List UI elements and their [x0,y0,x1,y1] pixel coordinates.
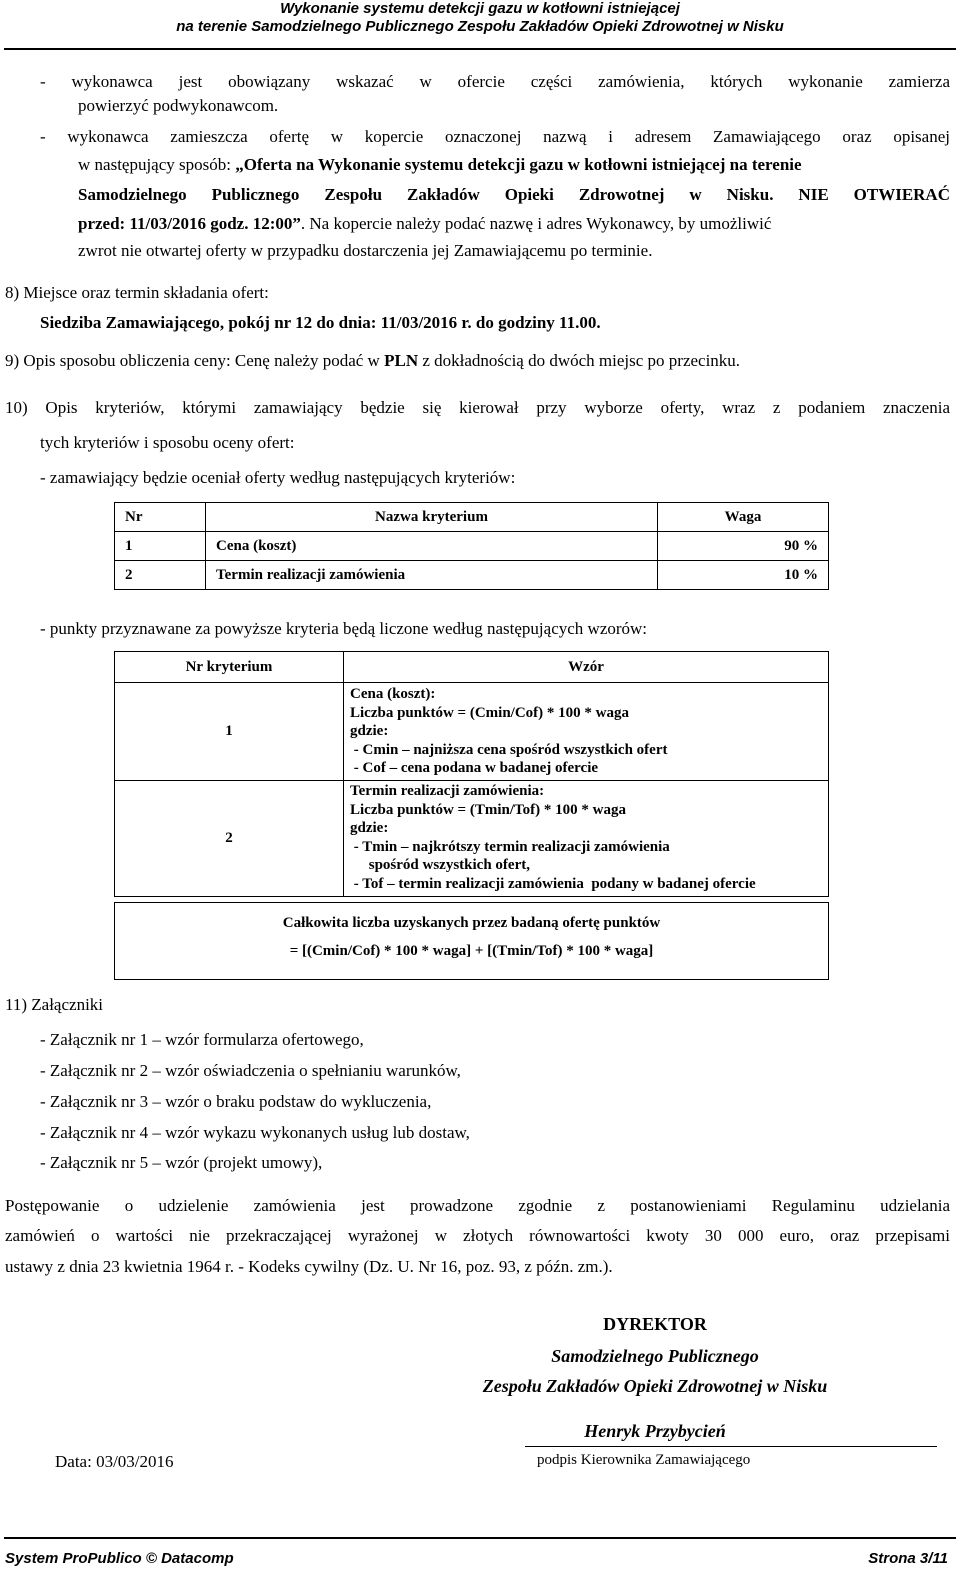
bullet-envelope-line4: przed: 11/03/2016 godz. 12:00”. Na kopercie należy podać nazwę i adres Wykonawcy, by umożliwić [78,214,772,233]
formula-header-nr: Nr kryterium [115,652,344,683]
table-row [115,780,829,896]
section-10-line2: tych kryteriów i sposobu oceny ofert: [40,433,295,452]
criteria-cell-name: Termin realizacji zamówienia [206,561,658,590]
attachment-item-5: - Załącznik nr 5 – wzór (projekt umowy), [40,1153,323,1172]
criteria-cell-nr: 1 [115,532,206,561]
section-8-value: Siedziba Zamawiającego, pokój nr 12 do dnia: 11/03/2016 r. do godziny 11.00. [40,313,601,332]
bullet-subcontractors-line1: - wykonawca jest obowiązany wskazać w ofercie części zamówienia, których wykonanie zamierza [40,72,950,91]
criteria-cell-weight: 10 % [658,561,829,590]
closing-line3: ustawy z dnia 23 kwietnia 1964 r. - Kodeks cywilny (Dz. U. Nr 16, poz. 93, z późn. zm.). [5,1257,613,1276]
criteria-table-header [115,503,829,532]
footer-page-number: Strona 3/11 [868,1550,948,1567]
signature-line [525,1446,937,1447]
formula-header-formula: Wzór [344,652,829,683]
section-10-formula-intro: - punkty przyznawane za powyższe kryteria będą liczone według następujących wzorów: [40,619,648,638]
signature-name: Henryk Przybycień [584,1421,726,1441]
criteria-header-name: Nazwa kryterium [206,503,658,532]
bullet-envelope-line5: zwrot nie otwartej oferty w przypadku dostarczenia jej Zamawiającemu po terminie. [78,241,653,260]
attachment-item-3: - Załącznik nr 3 – wzór o braku podstaw do wykluczenia, [40,1092,432,1111]
section-11-label: 11) Załączniki [5,995,104,1014]
header-divider [4,48,956,50]
section-10-criteria-intro: - zamawiający będzie oceniał oferty według następujących kryteriów: [40,468,516,487]
section-8-label: 8) Miejsce oraz termin składania ofert: [5,283,269,302]
signature-org-line2: Zespołu Zakładów Opieki Zdrowotnej w Nisku [482,1376,828,1396]
formula-cell-term: Termin realizacji zamówienia: Liczba punktów = (Tmin/Tof) * 100 * waga gdzie: - Tmin – najkrótszy termin realizacji zamówienia spośród wszystkich ofert, - Tof – termin realizacji zamówienia podany w badanej ofercie [344,780,829,896]
attachment-item-2: - Załącznik nr 2 – wzór oświadczenia o spełnianiu warunków, [40,1061,461,1080]
attachment-item-1: - Załącznik nr 1 – wzór formularza ofertowego, [40,1030,364,1049]
criteria-cell-nr: 2 [115,561,206,590]
header-title-line2: na terenie Samodzielnego Publicznego Zespołu Zakładów Opieki Zdrowotnej w Nisku [176,18,784,35]
section-10-line1: 10) Opis kryteriów, którymi zamawiający będzie się kierował przy wyborze oferty, wraz z podaniem znaczenia [5,398,950,417]
formula-cell-nr: 1 [115,683,344,781]
bullet-envelope-line3: Samodzielnego Publicznego Zespołu Zakładów Opieki Zdrowotnej w Nisku. NIE OTWIERAĆ [78,185,950,204]
criteria-header-nr: Nr [115,503,206,532]
total-points-formula: = [(Cmin/Cof) * 100 * waga] + [(Tmin/Tof) * 100 * waga] [289,943,654,959]
document-date: Data: 03/03/2016 [55,1452,174,1471]
formula-table [114,651,829,897]
bullet-subcontractors-line2: powierzyć podwykonawcom. [78,96,279,115]
header-title-line1: Wykonanie systemu detekcji gazu w kotłowni istniejącej [280,0,680,17]
criteria-cell-name: Cena (koszt) [206,532,658,561]
table-row [115,683,829,781]
total-points-box [114,902,829,980]
criteria-table [114,502,829,590]
closing-line1: Postępowanie o udzielenie zamówienia jest prowadzone zgodnie z postanowieniami Regulaminu udzielania [5,1196,950,1215]
bullet-envelope-line1: - wykonawca zamieszcza ofertę w kopercie oznaczonej nazwą i adresem Zamawiającego oraz opisanej [40,127,950,146]
formula-cell-nr: 2 [115,780,344,896]
signature-caption: podpis Kierownika Zamawiającego [537,1452,751,1468]
criteria-header-weight: Waga [658,503,829,532]
criteria-cell-weight: 90 % [658,532,829,561]
signature-title: DYREKTOR [603,1314,707,1334]
attachment-item-4: - Załącznik nr 4 – wzór wykazu wykonanych usług lub dostaw, [40,1123,470,1142]
formula-table-header [115,652,829,683]
total-points-line1: Całkowita liczba uzyskanych przez badaną ofertę punktów [282,915,661,931]
section-9-text: 9) Opis sposobu obliczenia ceny: Cenę należy podać w PLN z dokładnością do dwóch miejsc po przecinku. [5,351,741,370]
signature-org-line1: Samodzielnego Publicznego [551,1346,759,1366]
footer-divider [4,1537,956,1539]
formula-cell-price: Cena (koszt): Liczba punktów = (Cmin/Cof) * 100 * waga gdzie: - Cmin – najniższa cena spośród wszystkich ofert - Cof – cena podana w badanej ofercie [344,683,829,781]
table-row [115,532,829,561]
closing-line2: zamówień o wartości nie przekraczającej wyrażonej w złotych równowartości kwoty 30 000 euro, oraz przepisami [5,1226,950,1245]
bullet-envelope-line2: w następujący sposób: „Oferta na Wykonanie systemu detekcji gazu w kotłowni istniejącej na terenie [78,155,802,174]
footer-left: System ProPublico © Datacomp [5,1550,234,1567]
table-row [115,561,829,590]
